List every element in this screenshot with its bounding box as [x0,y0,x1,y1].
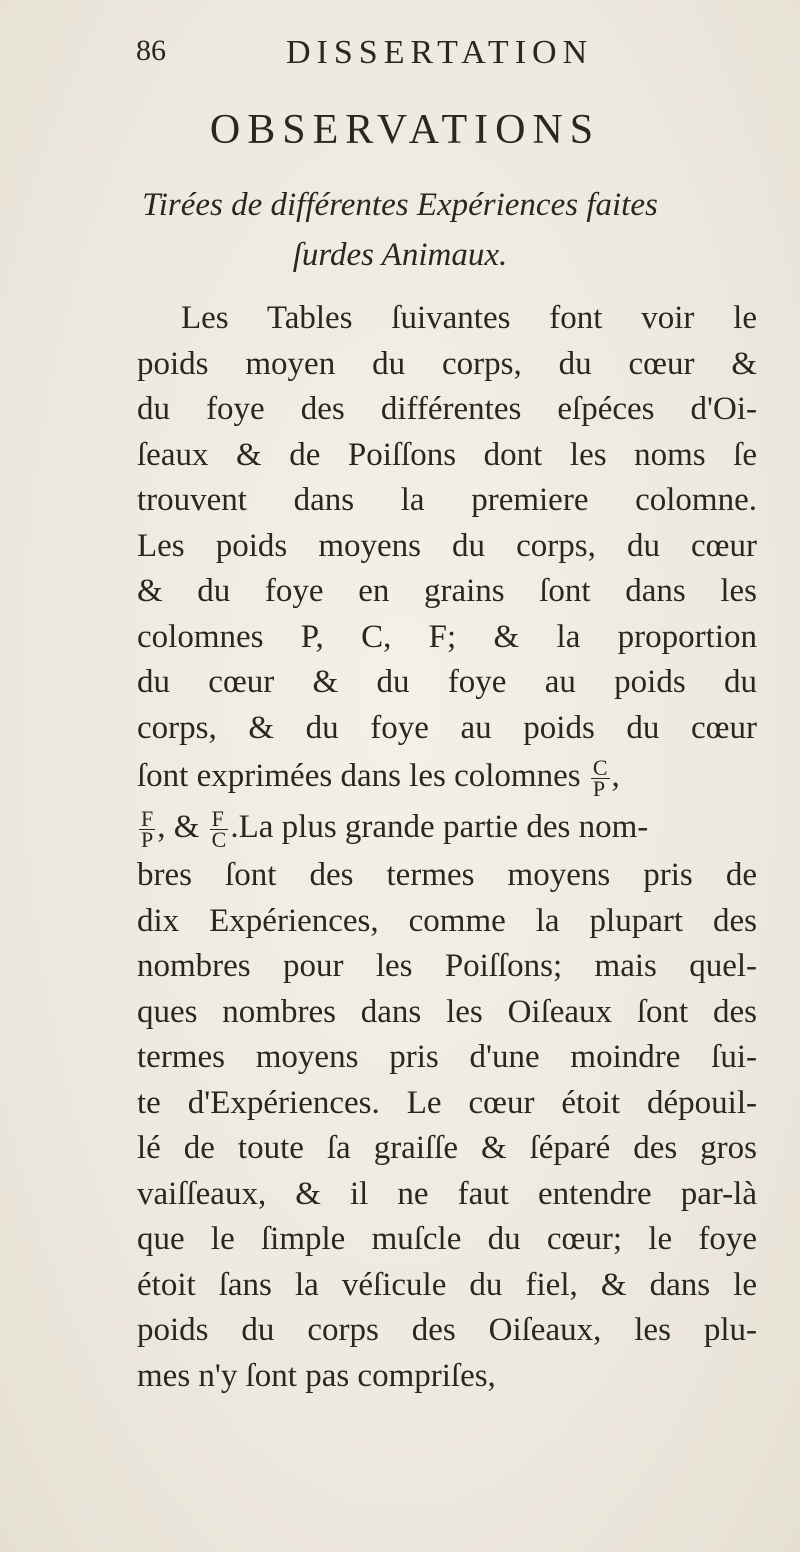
subtitle-line: Tirées de différentes Expériences faites [142,187,658,223]
text-segment: ſont exprimées dans les colomnes [137,758,581,794]
text-line: que le ſimple muſcle du cœur; le foye [137,1221,757,1257]
fraction-f-over-p [139,805,155,852]
text-line: Les Tables ſuivantes font voir le [181,300,757,336]
fraction-numerator: C [592,754,608,780]
fraction-numerator: F [141,805,154,831]
text-line: poids moyen du corps, du cœur & [137,345,757,382]
section-title: OBSERVATIONS [209,107,601,153]
page-number: 86 [136,34,166,67]
text-line: corps, & du foye au poids du cœur [137,709,757,746]
text-line-with-fraction: ſont exprimées dans les colomnes $\frac{C}{P}$ , [137,754,620,801]
subtitle [0,180,800,280]
fraction-numerator: F [210,809,229,830]
body-paragraph [137,296,757,1399]
text-line: lé de toute ſa graiſſe & ſéparé des gros [137,1130,757,1166]
fraction-f-over-c [210,805,229,852]
text-line: étoit ſans la véſicule du fiel, & dans le [137,1266,757,1303]
fraction-denominator: C [211,826,227,852]
text-line: & du foye en grains ſont dans les [137,573,757,609]
text-line: Les poids moyens du corps, du cœur [137,527,757,564]
subtitle-line: ſurdes Animaux. [292,237,508,273]
text-line: termes moyens pris d'une moindre ſui- [137,1039,757,1075]
text-line: vaiſſeaux, & il ne faut entendre par-là [137,1175,757,1212]
text-line: te d'Expériences. Le cœur étoit dépouil- [137,1084,757,1121]
text-line: du foye des différentes eſpéces d'Oi- [137,391,757,427]
running-title: DISSERTATION [286,34,594,71]
text-line: trouvent dans la premiere colomne. [137,482,757,518]
text-line-with-fraction [137,801,757,853]
text-line: du cœur & du foye au poids du [137,664,757,700]
text-line: ſeaux & de Poiſſons dont les noms ſe [137,436,757,473]
text-line: ques nombres dans les Oiſeaux ſont des [137,993,757,1030]
text-line: colomnes P, C, F; & la proportion [137,618,757,655]
text-line: dix Expériences, comme la plupart des [137,902,757,939]
fraction-c-over-p [591,754,610,801]
fraction-denominator: P [141,826,154,852]
text-segment: .La plus grande partie des nom- [230,809,649,845]
text-segment: , & [157,809,200,845]
text-line: bres ſont des termes moyens pris de [137,857,757,893]
page-header [136,34,736,74]
text-line: mes n'y ſont pas compriſes, [137,1357,496,1394]
text-line: nombres pour les Poiſſons; mais quel- [137,948,757,984]
fraction-denominator: P [592,775,606,801]
text-line: poids du corps des Oiſeaux, les plu- [137,1312,757,1348]
